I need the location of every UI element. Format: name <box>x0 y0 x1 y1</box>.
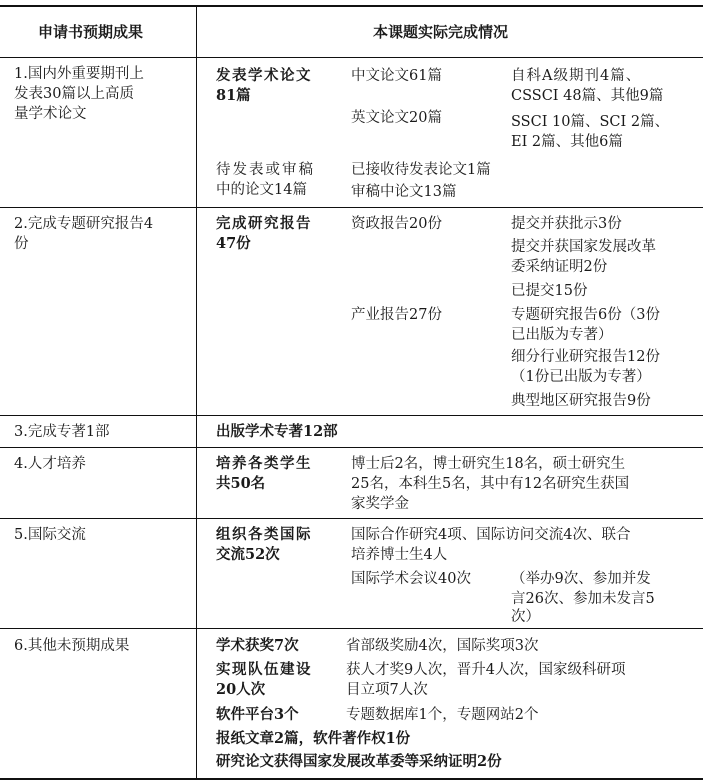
row1-pending-line1: 待发表或审稿 <box>216 162 315 178</box>
row1-under-review: 审稿中论文13篇 <box>351 184 457 200</box>
row2-bottom-rule <box>0 415 703 416</box>
row1-expected-line3: 量学术论文 <box>14 106 87 122</box>
row1-papers-bold-line1: 发表学术论文 <box>216 67 312 84</box>
row2-industry-detail-1: 专题研究报告6份（3份 <box>511 307 660 323</box>
row4-detail-line1: 博士后2名，博士研究生18名，硕士研究生 <box>351 456 626 472</box>
row6-software: 专题数据库1个，专题网站2个 <box>346 707 539 723</box>
row6-team-bold-line2: 20人次 <box>216 681 266 698</box>
row6-team-line2: 目立项7人次 <box>346 682 428 698</box>
header-bottom-rule <box>0 57 703 58</box>
row2-industry-reports: 产业报告27份 <box>351 307 442 323</box>
header-actual: 本课题实际完成情况 <box>373 23 509 41</box>
header-expected: 申请书预期成果 <box>38 23 144 41</box>
row1-expected-line2: 发表30篇以上高质 <box>14 86 134 102</box>
row3-expected: 3.完成专著1部 <box>14 424 110 440</box>
row6-software-bold: 软件平台3个 <box>216 706 299 723</box>
table-bottom-rule <box>0 778 703 780</box>
row6-adoption-bold: 研究论文获得国家发展改革委等采纳证明2份 <box>216 753 502 770</box>
row1-chinese-detail-line2: CSSCI 48篇、其他9篇 <box>511 88 664 104</box>
row6-newspaper-bold: 报纸文章2篇，软件著作权1份 <box>216 730 411 747</box>
row2-reports-bold-line2: 47份 <box>216 235 251 252</box>
row5-conference-detail-1: （举办9次、参加并发 <box>511 571 651 587</box>
row1-papers-bold-line2: 81篇 <box>216 87 251 104</box>
row2-reports-bold-line1: 完成研究报告 <box>216 215 312 232</box>
row1-chinese-papers: 中文论文61篇 <box>351 68 442 84</box>
row5-cooperation-line1: 国际合作研究4项、国际访问交流4次、联合 <box>351 527 631 543</box>
row2-industry-detail-2: 已出版为专著） <box>511 327 613 343</box>
row3-bottom-rule <box>0 447 703 448</box>
row1-pending-line2: 中的论文14篇 <box>216 182 307 198</box>
row5-exchange-bold-line1: 组织各类国际 <box>216 526 312 543</box>
row1-chinese-detail-line1: 自科A级期刊4篇、 <box>511 68 642 84</box>
row6-expected: 6.其他未预期成果 <box>14 638 130 654</box>
row5-conference-detail-3: 次） <box>511 609 540 625</box>
row2-industry-detail-5: 典型地区研究报告9份 <box>511 393 651 409</box>
row4-detail-line3: 家奖学金 <box>351 496 409 512</box>
row2-policy-detail-4: 已提交15份 <box>511 283 588 299</box>
row2-policy-detail-1: 提交并获批示3份 <box>511 216 622 232</box>
row6-awards: 省部级奖励4次，国际奖项3次 <box>346 638 539 654</box>
row1-english-detail-line1: SSCI 10篇、SCI 2篇、 <box>511 114 670 130</box>
table-top-rule <box>0 5 703 7</box>
row4-detail-line2: 25名，本科生5名，其中有12名研究生获国 <box>351 476 630 492</box>
row4-bottom-rule <box>0 518 703 519</box>
column-divider <box>196 5 197 780</box>
row2-policy-detail-3: 委采纳证明2份 <box>511 259 608 275</box>
row4-students-bold-line2: 共50名 <box>216 475 266 492</box>
row5-cooperation-line2: 培养博士生4人 <box>351 547 448 563</box>
row2-expected-line1: 2.完成专题研究报告4 <box>14 216 154 232</box>
row4-expected: 4.人才培养 <box>14 456 86 472</box>
row1-accepted: 已接收待发表论文1篇 <box>351 162 491 178</box>
row1-english-papers: 英文论文20篇 <box>351 110 442 126</box>
row1-bottom-rule <box>0 207 703 208</box>
row2-industry-detail-4: （1份已出版为专著） <box>511 369 651 385</box>
row5-expected: 5.国际交流 <box>14 527 86 543</box>
row1-english-detail-line2: EI 2篇、其他6篇 <box>511 134 623 150</box>
row6-awards-bold: 学术获奖7次 <box>216 637 299 654</box>
row2-policy-reports: 资政报告20份 <box>351 216 442 232</box>
row2-expected-line2: 份 <box>14 236 29 252</box>
row3-monographs-bold: 出版学术专著12部 <box>216 423 338 440</box>
row5-conference-detail-2: 言26次、参加未发言5 <box>511 591 655 607</box>
row6-team-bold-line1: 实现队伍建设 <box>216 661 312 678</box>
row6-team-line1: 获人才奖9人次，晋升4人次，国家级科研项 <box>346 662 626 678</box>
row4-students-bold-line1: 培养各类学生 <box>216 455 312 472</box>
row5-exchange-bold-line2: 交流52次 <box>216 546 280 563</box>
row1-expected-line1: 1.国内外重要期刊上 <box>14 66 144 82</box>
row5-conference: 国际学术会议40次 <box>351 571 471 587</box>
row2-industry-detail-3: 细分行业研究报告12份 <box>511 349 660 365</box>
row2-policy-detail-2: 提交并获国家发展改革 <box>511 239 656 255</box>
row5-bottom-rule <box>0 628 703 629</box>
